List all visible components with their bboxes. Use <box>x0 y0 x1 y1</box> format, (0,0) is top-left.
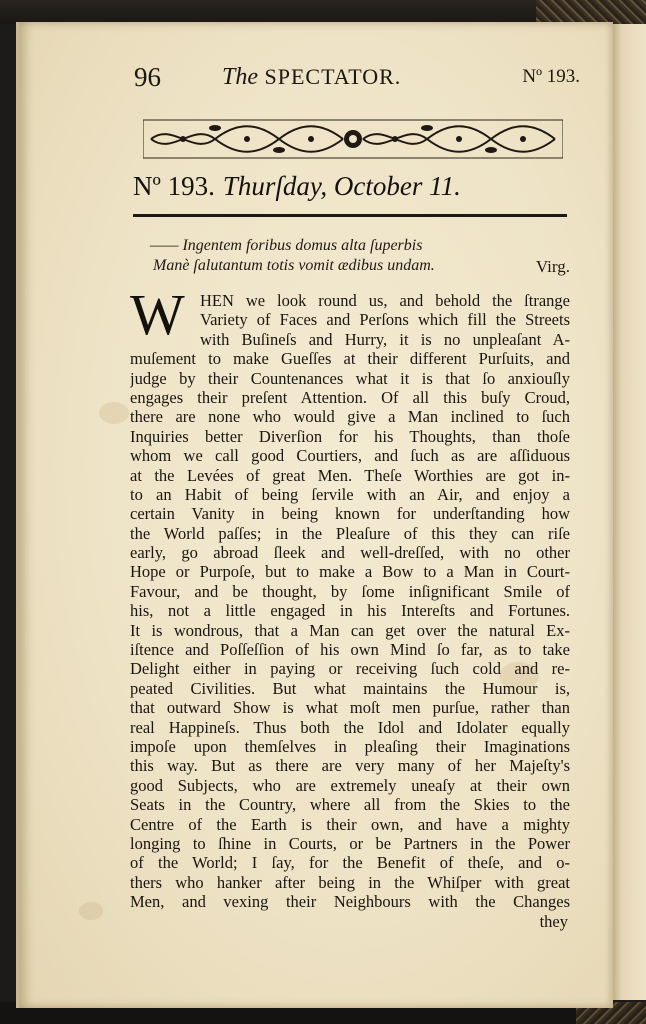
text-line: this way. But as there are very many of her Majeſty's <box>130 756 570 776</box>
text-line: the World paſſes; in the Pleaſure of this they can riſe <box>130 523 570 543</box>
text-line: good Subjects, who are extremely uneaſy at their own <box>130 775 570 795</box>
running-header <box>118 56 588 96</box>
page-number: 96 <box>134 62 161 92</box>
text-line: engages their preſent Attention. Of all this buſy Croud, <box>130 387 570 407</box>
motto-author: Virg. <box>535 257 570 276</box>
motto-line-1: —— Ingentem foribus domus alta ſuperbis <box>150 237 423 254</box>
decorative-ornament-band <box>143 118 563 160</box>
text-line: to an Habit of being ſervile with an Air, and enjoy a <box>130 484 570 504</box>
text-line: muſement to make Gueſſes at their different Purſuits, and <box>130 349 570 369</box>
drop-cap: W <box>130 282 185 347</box>
facing-page-edge <box>610 24 646 1000</box>
text-line: his, not a little engaged in his Intereſts and Fortunes. <box>130 601 570 621</box>
text-line: that outward Show is what moſt men purſue, rather than <box>130 698 570 718</box>
text-line: iſtence and Poſſeſſion of his own Mind ſo far, as to take <box>130 640 570 660</box>
text-line: Favour, and be thought, by ſome inſignificant Smile of <box>130 581 570 601</box>
top-background-strip <box>0 0 646 24</box>
running-title-main: SPECTATOR. <box>264 64 402 89</box>
text-line: judge by their Countenances what it is that ſo anxiouſly <box>130 368 570 388</box>
latin-motto <box>150 236 570 276</box>
issue-date: Thurſday, October 11. <box>222 171 461 201</box>
text-line: there are none who would give a Man inclined to ſuch <box>130 407 570 427</box>
text-line: Centre of the Earth is their own, and have a mighty <box>130 814 570 834</box>
paper-stain <box>99 402 129 424</box>
text-line: of the World; I ſay, for the Benefit of theſe, and o- <box>130 853 570 873</box>
issue-heading <box>133 171 461 202</box>
text-line: impoſe upon themſelves in pleaſing their Imaginations <box>130 736 570 756</box>
heading-rule <box>133 214 567 217</box>
header-issue-number: Nº 193. <box>522 66 580 87</box>
motto-line-2: Manè ſalutantum totis vomit ædibus undam. <box>153 257 435 274</box>
text-line: thers who hanker after being in the Whiſper with great <box>130 872 570 892</box>
text-line: peated Civilities. But what maintains the Humour is, <box>130 678 570 698</box>
text-line: Variety of Faces and Perſons which fill the Streets <box>200 310 570 330</box>
text-line: certain Vanity in being known for underſtanding how <box>130 504 570 524</box>
issue-number: Nº 193. <box>133 171 215 201</box>
binding-cloth <box>536 0 646 24</box>
text-line: longing to ſhine in Courts, or be Partners in the Power <box>130 833 570 853</box>
text-line: HEN we look round us, and behold the ſtrange <box>200 291 570 310</box>
text-line: It is wondrous, that a Man can get over the natural Ex- <box>130 620 570 640</box>
text-line: Delight either in paying or receiving ſuch cold and re- <box>130 659 570 679</box>
catchword: they <box>539 911 568 931</box>
text-line: at the Levées of great Men. Theſe Worthies are got in- <box>130 465 570 485</box>
running-title-prefix: The <box>222 64 258 90</box>
text-line: early, go abroad ſleek and well-dreſſed, with no other <box>130 543 570 563</box>
text-line: with Buſineſs and Hurry, it is no unpleaſant A- <box>200 329 570 349</box>
text-line: Inquiries better Diverſion for his Thoughts, than thoſe <box>130 426 570 446</box>
paper-stain <box>79 902 103 920</box>
text-line: real Happineſs. Thus both the Idol and Idolater equally <box>130 717 570 737</box>
text-line: Men, and vexing their Neighbours with the Changes <box>130 892 570 912</box>
text-line: Hope or Purpoſe, but to make a Bow to a Man in Court- <box>130 562 570 582</box>
essay-body <box>130 282 570 931</box>
text-line: whom we call good Courtiers, and ſuch as are aſſiduous <box>130 446 570 466</box>
running-title <box>222 64 401 91</box>
text-line: Seats in the Country, where all from the Skies to the <box>130 795 570 815</box>
